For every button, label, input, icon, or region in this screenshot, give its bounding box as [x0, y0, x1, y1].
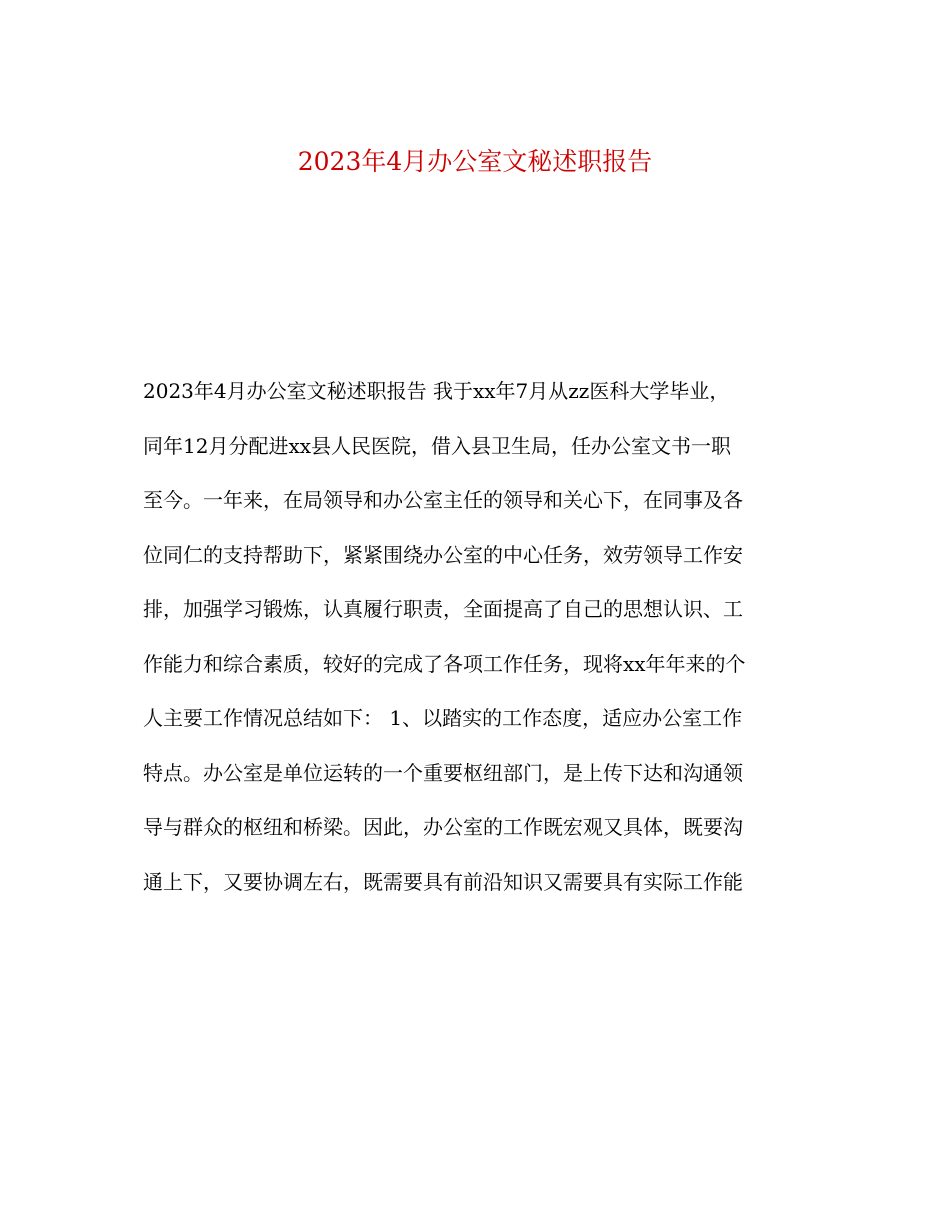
- body-line: 通上下，又要协调左右，既需要具有前沿知识又需要具有实际工作能: [143, 869, 743, 894]
- body-line: 至今。一年来，在局领导和办公室主任的领导和关心下，在同事及各: [143, 488, 743, 512]
- body-line: 同年12月分配进xx县人民医院，借入县卫生局，任办公室文书一职: [143, 433, 732, 458]
- body-line: 特点。办公室是单位运转的一个重要枢纽部门，是上传下达和沟通领: [143, 760, 743, 785]
- body-line: 导与群众的枢纽和桥梁。因此，办公室的工作既宏观又具体，既要沟: [143, 815, 743, 839]
- body-line: 排，加强学习锻炼，认真履行职责，全面提高了自己的思想认识、工: [143, 597, 743, 621]
- body-line: 作能力和综合素质，较好的完成了各项工作任务，现将xx年年来的个: [143, 651, 746, 676]
- body-line: 人主要工作情况总结如下： 1、以踏实的工作态度，适应办公室工作: [143, 706, 743, 730]
- body-line: 位同仁的支持帮助下，紧紧围绕办公室的中心任务，效劳领导工作安: [143, 542, 743, 567]
- document-title: 2023年4月办公室文秘述职报告: [297, 147, 653, 176]
- body-line: 2023年4月办公室文秘述职报告 我于xx年7月从zz医科大学毕业，: [143, 379, 730, 403]
- document-body: [143, 369, 807, 914]
